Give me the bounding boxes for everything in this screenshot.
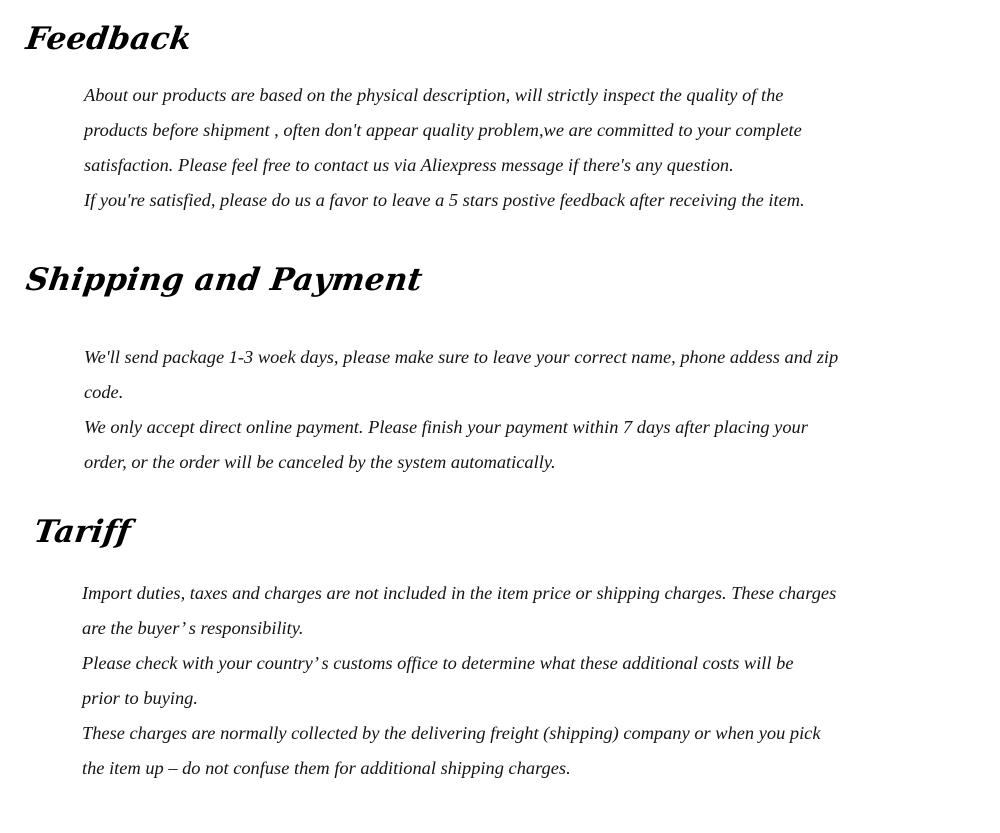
feedback-text (84, 78, 944, 218)
tariff-line: Please check with your country’ s customs office to determine what these additional costs will be (82, 653, 794, 673)
tariff-line: Import duties, taxes and charges are not included in the item price or shipping charges. These charges (82, 583, 837, 603)
tariff-heading: Tariff (31, 514, 133, 550)
shipping-line: order, or the order will be canceled by the system automatically. (84, 452, 556, 472)
feedback-line: products before shipment , often don't appear quality problem,we are committed to your complete (84, 120, 802, 140)
tariff-line: the item up – do not confuse them for additional shipping charges. (82, 758, 571, 778)
feedback-heading: Feedback (23, 21, 194, 57)
shipping-line: We'll send package 1-3 woek days, please make sure to leave your correct name, phone addess and zip (84, 347, 839, 367)
shipping-line: We only accept direct online payment. Please finish your payment within 7 days after placing your (84, 417, 808, 437)
tariff-line: prior to buying. (82, 688, 198, 708)
feedback-line: If you're satisfied, please do us a favor to leave a 5 stars postive feedback after receiving the item. (84, 190, 805, 210)
feedback-line: About our products are based on the physical description, will strictly inspect the quality of the (84, 85, 784, 105)
feedback-line: satisfaction. Please feel free to contact us via Aliexpress message if there's any question. (84, 155, 734, 175)
shipping-payment-heading: Shipping and Payment (23, 262, 425, 298)
tariff-text (82, 576, 944, 786)
shipping-line: code. (84, 382, 124, 402)
shipping-payment-text (84, 340, 942, 480)
tariff-line: These charges are normally collected by the delivering freight (shipping) company or when you pick (82, 723, 821, 743)
tariff-line: are the buyer’ s responsibility. (82, 618, 304, 638)
